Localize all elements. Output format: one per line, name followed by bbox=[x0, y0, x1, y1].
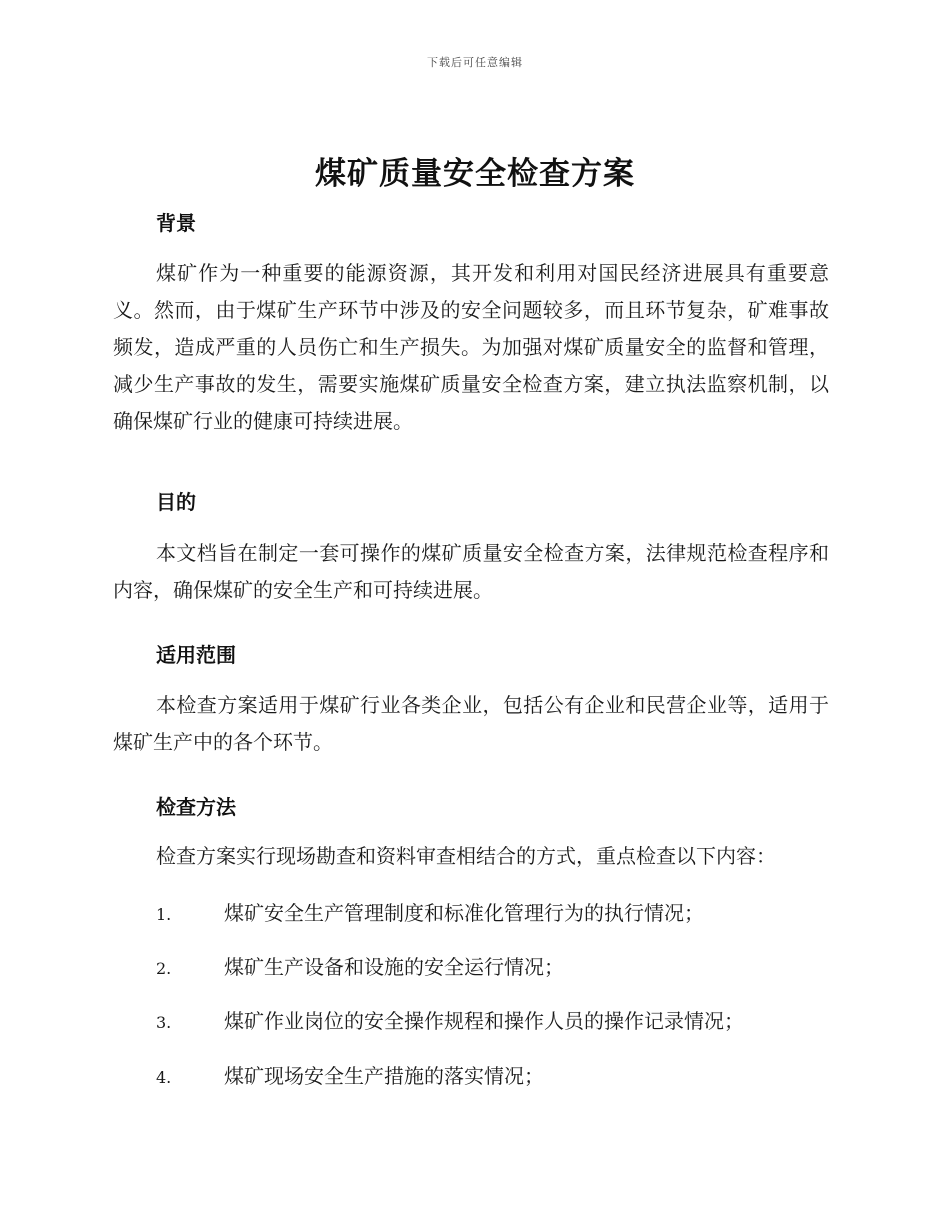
paragraph-background: 煤矿作为一种重要的能源资源，其开发和利用对国民经济进展具有重要意义。然而，由于煤矿生产环节中涉及的安全问题较多，而且环节复杂，矿难事故频发，造成严重的人员伤亡和生产损失。为加强对煤矿质量安全的监督和管理，减少生产事故的发生，需要实施煤矿质量安全检查方案，建立执法监察机制，以确保煤矿行业的健康可持续进展。 bbox=[113, 261, 829, 433]
header-note: 下载后可任意编辑 bbox=[427, 56, 523, 69]
list-item-number: 2. bbox=[156, 959, 172, 978]
list-item-text: 煤矿现场安全生产措施的落实情况； bbox=[224, 1064, 544, 1088]
paragraph-method: 检查方案实行现场勘查和资料审查相结合的方式，重点检查以下内容： bbox=[156, 844, 776, 868]
section-heading-scope: 适用范围 bbox=[156, 643, 236, 667]
document-title: 煤矿质量安全检查方案 bbox=[315, 156, 635, 192]
section-heading-purpose: 目的 bbox=[156, 490, 196, 514]
list-item-text: 煤矿作业岗位的安全操作规程和操作人员的操作记录情况； bbox=[224, 1009, 744, 1033]
list-item-number: 4. bbox=[156, 1068, 172, 1087]
list-item-text: 煤矿安全生产管理制度和标准化管理行为的执行情况； bbox=[224, 901, 704, 925]
list-item-number: 1. bbox=[156, 905, 172, 924]
section-heading-background: 背景 bbox=[156, 211, 196, 235]
list-item-text: 煤矿生产设备和设施的安全运行情况； bbox=[224, 955, 564, 979]
paragraph-scope: 本检查方案适用于煤矿行业各类企业，包括公有企业和民营企业等，适用于煤矿生产中的各个环节。 bbox=[113, 693, 829, 754]
section-heading-method: 检查方法 bbox=[156, 795, 236, 819]
paragraph-purpose: 本文档旨在制定一套可操作的煤矿质量安全检查方案，法律规范检查程序和内容，确保煤矿的安全生产和可持续进展。 bbox=[113, 541, 829, 602]
list-item-number: 3. bbox=[156, 1013, 172, 1032]
